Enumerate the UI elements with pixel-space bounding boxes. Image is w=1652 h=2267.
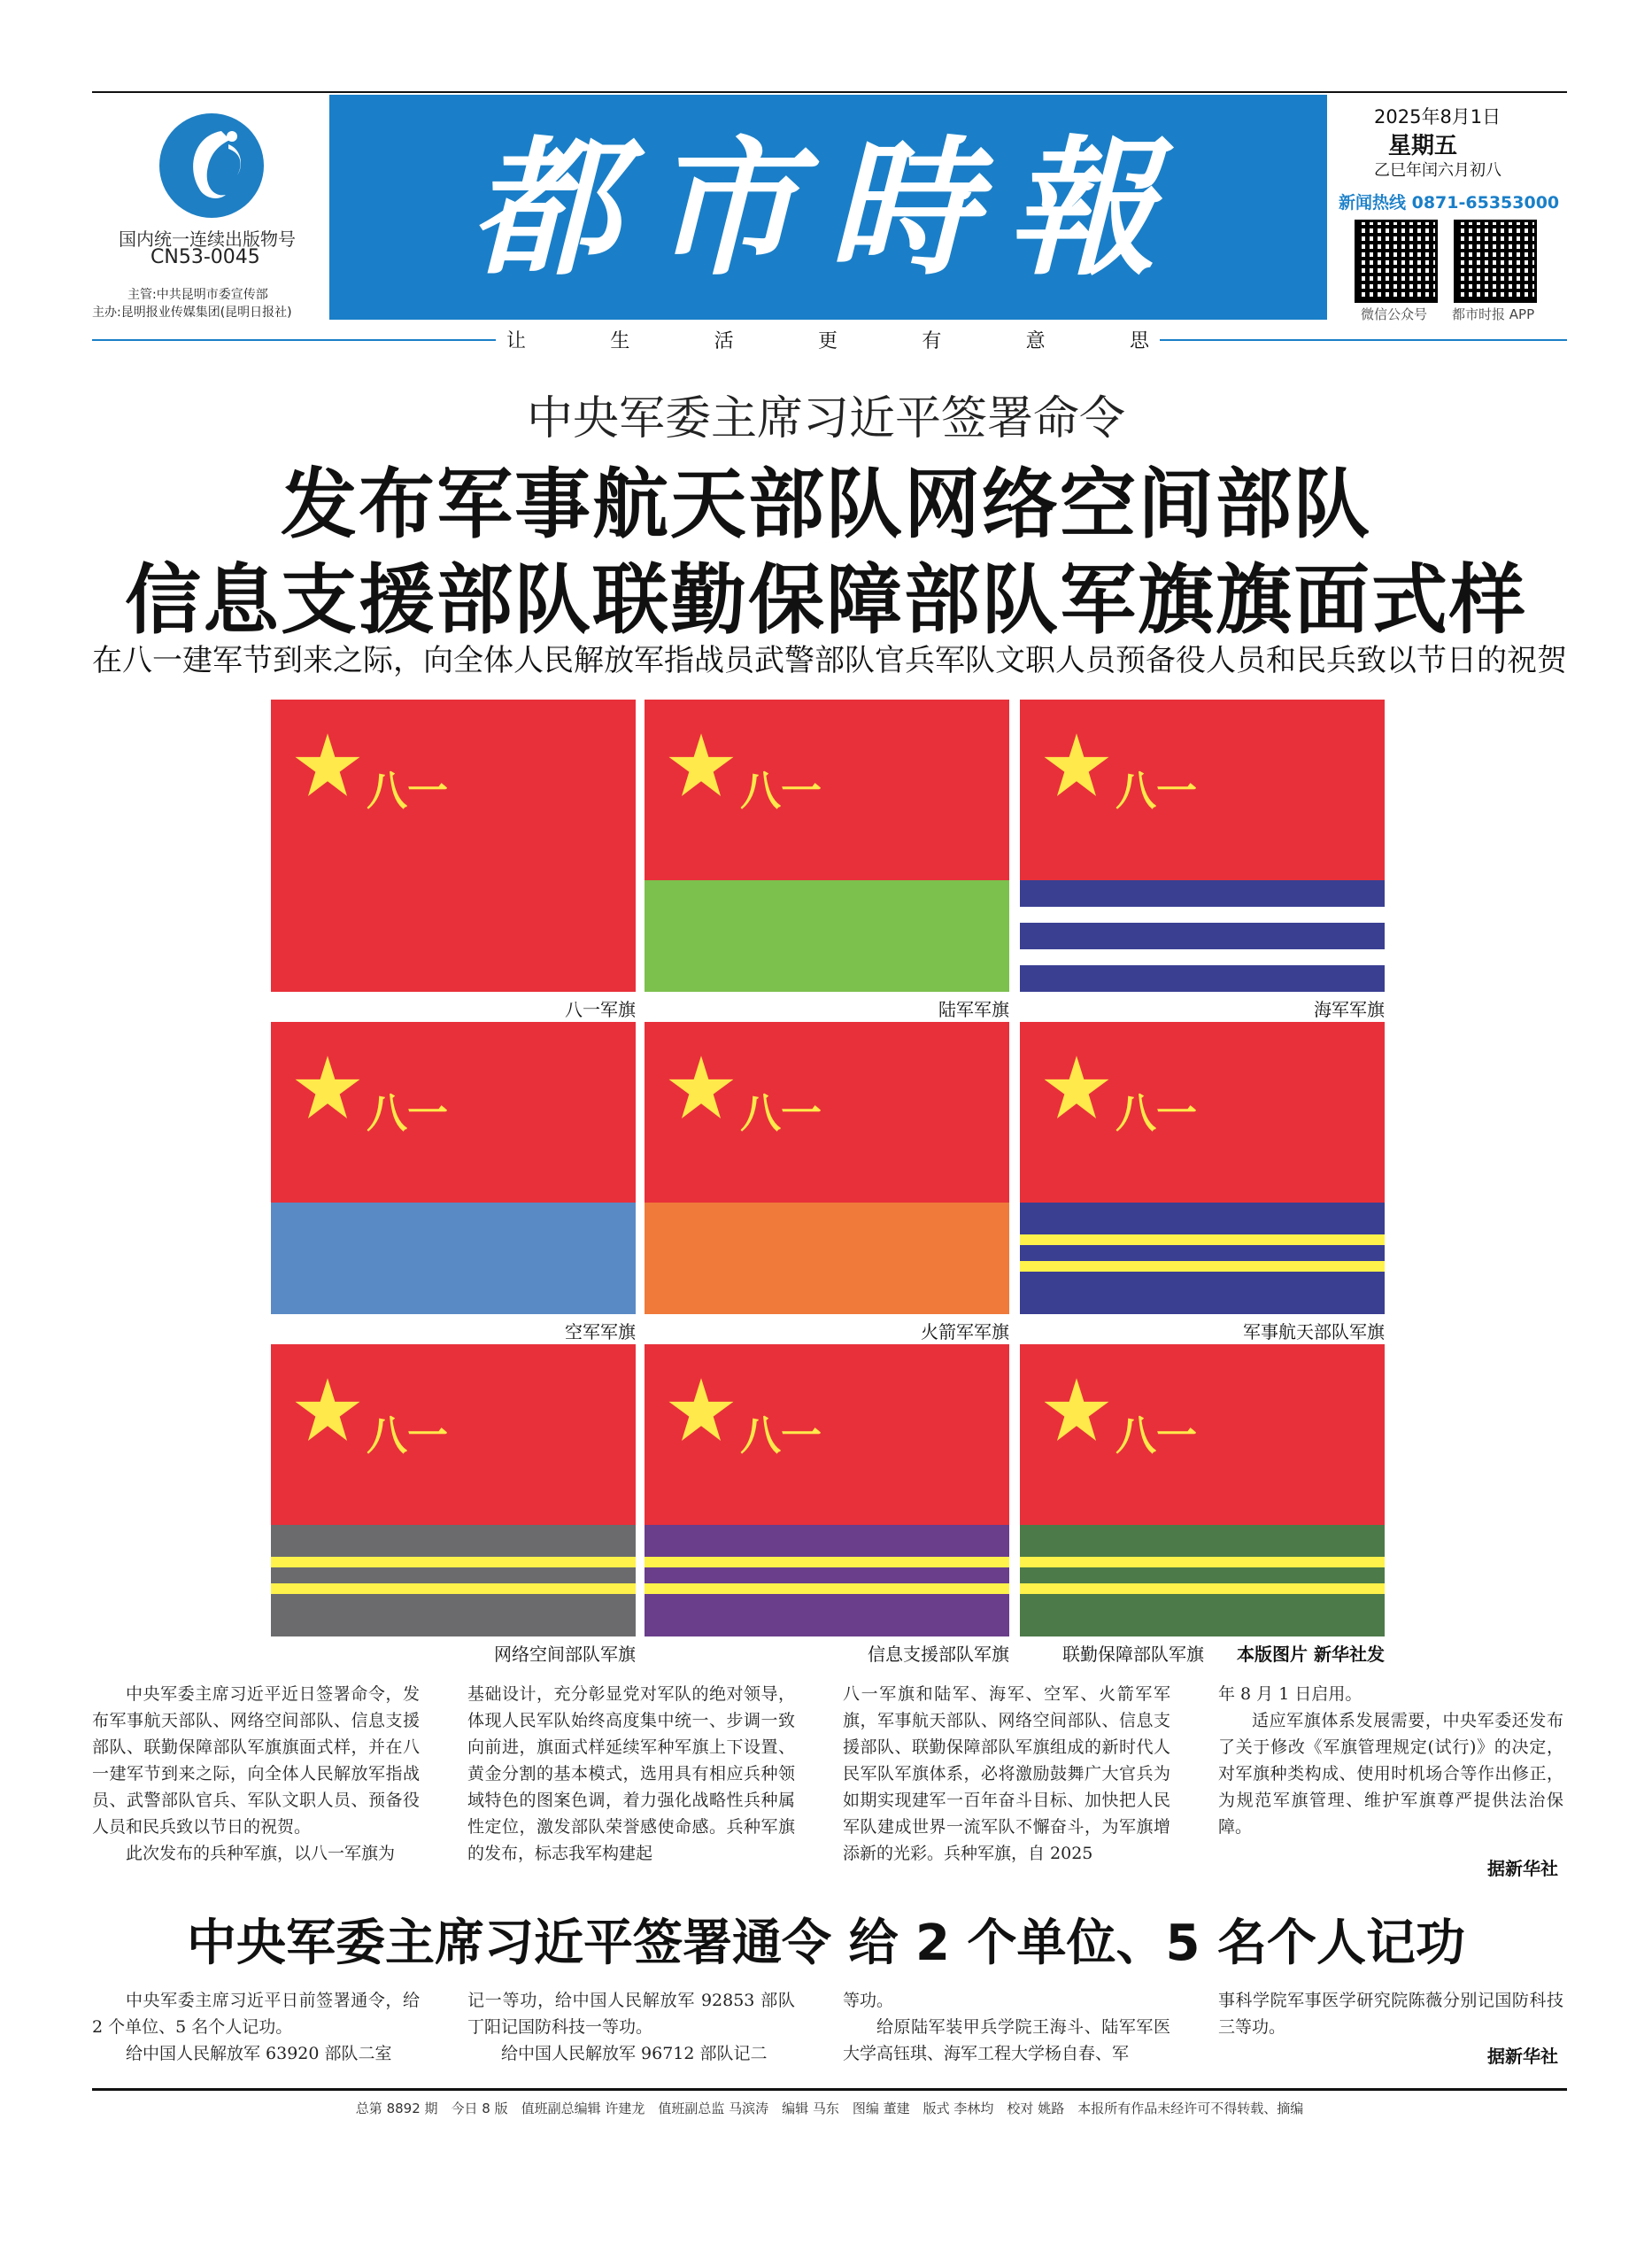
flag-band (1020, 1583, 1385, 1594)
flag-caption: 信息支援部队军旗 (868, 1644, 1009, 1665)
photo-credit: 本版图片 新华社发 (1237, 1644, 1385, 1665)
flag-rocket-force (645, 1022, 1009, 1314)
flag-band (1020, 1525, 1385, 1557)
flag-band (271, 1557, 636, 1567)
qr-app-caption: 都市时报 APP (1452, 306, 1535, 322)
slogan-char: 有 (922, 330, 942, 352)
flag-band (1020, 1203, 1385, 1234)
flag-band (1020, 1594, 1385, 1636)
imprint-footer: 总第 8892 期 今日 8 版 值班副总编辑 许建龙 值班副总监 马滨涛 编辑 马东 图编 董建 版式 李林均 校对 姚路 本报所有作品未经许可不得转载、摘编 (355, 2101, 1304, 2116)
flag-band (271, 1567, 636, 1583)
flag-emblem: 八一 (740, 1412, 822, 1459)
article2-headline: 中央军委主席习近平签署通令 给 2 个单位、5 名个人记功 (187, 1915, 1465, 1972)
flag-army (645, 700, 1009, 992)
flag-band (1020, 1557, 1385, 1567)
flag-caption: 火箭军军旗 (921, 1321, 1009, 1342)
paragraph: 给中国人民解放军 63920 部队二室 (126, 2044, 392, 2063)
flag-caption: 联勤保障部队军旗 (1062, 1644, 1204, 1665)
wechat-qr-code[interactable] (1355, 220, 1438, 303)
flag-band (645, 1594, 1009, 1636)
slogan-char: 思 (1129, 330, 1149, 352)
flag-band (1020, 949, 1385, 965)
article1-column-2 (467, 1681, 795, 1867)
article2-column-1 (92, 1987, 420, 2067)
flag-caption: 军事航天部队军旗 (1243, 1321, 1385, 1342)
flag-joint-logistic-support-force (1020, 1344, 1385, 1636)
paragraph: 适应军旗体系发展需要，中央军委还发布了关于修改《军旗管理规定(试行)》的决定，对军旗种类构成、使用时机场合等作出修正，为规范军旗管理、维护军旗尊严提供法治保障。 (1218, 1711, 1563, 1837)
flag-band (1020, 880, 1385, 907)
flag-band (1020, 1261, 1385, 1272)
flag-band (1020, 1567, 1385, 1583)
flag-band (1020, 923, 1385, 949)
qr-wechat-caption: 微信公众号 (1361, 306, 1428, 322)
pub-number-label: 国内统一连续出版物号 (119, 228, 296, 250)
slogan-char: 生 (610, 330, 630, 352)
weekday: 星期五 (1388, 133, 1458, 159)
paragraph: 等功。 (843, 1991, 894, 2010)
paper-name: 都市時報 (470, 120, 1186, 296)
article1-column-4 (1218, 1681, 1563, 1840)
flag-caption: 陆军军旗 (938, 999, 1009, 1020)
flag-caption: 空军军旗 (565, 1321, 636, 1342)
flag-band (645, 1567, 1009, 1583)
flag-band (271, 1583, 636, 1594)
star-icon (1043, 1054, 1110, 1121)
headline-line-2: 信息支援部队联勤保障部队军旗旗面式样 (125, 556, 1527, 645)
slogan-char: 意 (1025, 330, 1046, 352)
headline-kicker: 中央军委主席习近平签署命令 (526, 392, 1125, 445)
flag-emblem: 八一 (740, 1089, 822, 1137)
star-icon (294, 1054, 361, 1121)
issue-date: 2025年8月1日 (1374, 106, 1501, 128)
article2-column-3 (843, 1987, 1170, 2067)
flag-band (645, 1203, 1009, 1314)
supervisor: 主管:中共昆明市委宣传部 (127, 288, 268, 302)
slogan-char: 更 (817, 330, 838, 352)
paragraph: 年 8 月 1 日启用。 (1218, 1684, 1363, 1704)
star-icon (1043, 731, 1110, 799)
pub-number: CN53-0045 (151, 246, 260, 268)
flag-band (645, 1525, 1009, 1557)
flag-caption: 网络空间部队军旗 (494, 1644, 636, 1665)
flag-band (271, 1525, 636, 1557)
paragraph: 给原陆军装甲兵学院王海斗、陆军军医大学高钰琪、海军工程大学杨自春、军 (843, 2017, 1170, 2063)
top-rule (92, 91, 1567, 93)
flag-band (1020, 907, 1385, 923)
star-icon (294, 1376, 361, 1443)
slogan-char: 活 (714, 330, 734, 352)
flag-cyberspace-force (271, 1344, 636, 1636)
flag-emblem: 八一 (1115, 1412, 1197, 1459)
star-icon (294, 731, 361, 799)
slogan (496, 326, 1160, 353)
article1-column-3 (843, 1681, 1170, 1867)
flag-band (645, 1583, 1009, 1594)
paragraph: 给中国人民解放军 96712 部队记二 (501, 2044, 768, 2063)
flag-bayi (271, 700, 636, 992)
paragraph: 基础设计，充分彰显党对军队的绝对领导，体现人民军队始终高度集中统一、步调一致向前进，旗面式样延续军种军旗上下设置、黄金分割的基本模式，选用具有相应兵种领域特色的图案色调，着力强化战略性兵种属性定位，激发部队荣誉感使命感。兵种军旗的发布，标志我军构建起 (467, 1684, 795, 1863)
flag-band (1020, 1245, 1385, 1261)
article1-byline: 据新华社 (1487, 1858, 1558, 1879)
star-icon (668, 1376, 735, 1443)
flag-air-force (271, 1022, 636, 1314)
flag-band (271, 1594, 636, 1636)
masthead-banner (329, 95, 1327, 320)
paragraph: 此次发布的兵种军旗，以八一军旗为 (126, 1844, 396, 1863)
app-qr-code[interactable] (1454, 220, 1537, 303)
lunar-date: 乙巳年闰六月初八 (1374, 161, 1501, 180)
flag-navy (1020, 700, 1385, 992)
flag-emblem: 八一 (367, 767, 448, 815)
flag-information-support-force (645, 1344, 1009, 1636)
flag-emblem: 八一 (367, 1089, 448, 1137)
flag-band (271, 1203, 636, 1314)
newspaper-logo (159, 113, 264, 218)
slogan-char: 让 (506, 330, 527, 352)
article2-column-2 (467, 1987, 795, 2067)
article2-byline: 据新华社 (1487, 2046, 1558, 2067)
flag-band (1020, 1234, 1385, 1245)
bottom-rule (92, 2088, 1567, 2091)
flag-caption: 八一军旗 (565, 999, 636, 1020)
paragraph: 记一等功，给中国人民解放军 92853 部队丁阳记国防科技一等功。 (467, 1991, 795, 2037)
star-icon (1043, 1376, 1110, 1443)
article1-column-1 (92, 1681, 420, 1867)
news-hotline: 新闻热线 0871-65353000 (1339, 193, 1560, 213)
flag-band (645, 1557, 1009, 1567)
flag-emblem: 八一 (740, 767, 822, 815)
flag-band (645, 880, 1009, 992)
star-icon (668, 731, 735, 799)
flag-emblem: 八一 (1115, 1089, 1197, 1137)
flag-band (1020, 965, 1385, 992)
flag-emblem: 八一 (1115, 767, 1197, 815)
flag-aerospace-force (1020, 1022, 1385, 1314)
star-icon (668, 1054, 735, 1121)
flag-band (1020, 1272, 1385, 1314)
paragraph: 事科学院军事医学研究院陈薇分别记国防科技三等功。 (1218, 1991, 1563, 2037)
paragraph: 八一军旗和陆军、海军、空军、火箭军军旗，军事航天部队、网络空间部队、信息支援部队、联勤保障部队军旗组成的新时代人民军队军旗体系，必将激励鼓舞广大官兵为如期实现建军一百年奋斗目标、加快把人民军队建成世界一流军队不懈奋斗，为军旗增添新的光彩。兵种军旗，自 2025 (843, 1684, 1170, 1863)
paragraph: 中央军委主席习近平近日签署命令，发布军事航天部队、网络空间部队、信息支援部队、联勤保障部队军旗旗面式样，并在八一建军节到来之际，向全体人民解放军指战员、武警部队官兵、军队文职人员、预备役人员和民兵致以节日的祝贺。 (92, 1684, 420, 1837)
sponsor: 主办:昆明报业传媒集团(昆明日报社) (92, 306, 292, 320)
flag-emblem: 八一 (367, 1412, 448, 1459)
article2-column-4 (1218, 1987, 1563, 2040)
flag-caption: 海军军旗 (1314, 999, 1385, 1020)
headline-subdeck: 在八一建军节到来之际，向全体人民解放军指战员武警部队官兵军队文职人员预备役人员和民兵致以节日的祝贺 (92, 643, 1567, 678)
paragraph: 中央军委主席习近平日前签署通令，给 2 个单位、5 名个人记功。 (92, 1991, 420, 2037)
headline-line-1: 发布军事航天部队网络空间部队 (281, 460, 1371, 549)
